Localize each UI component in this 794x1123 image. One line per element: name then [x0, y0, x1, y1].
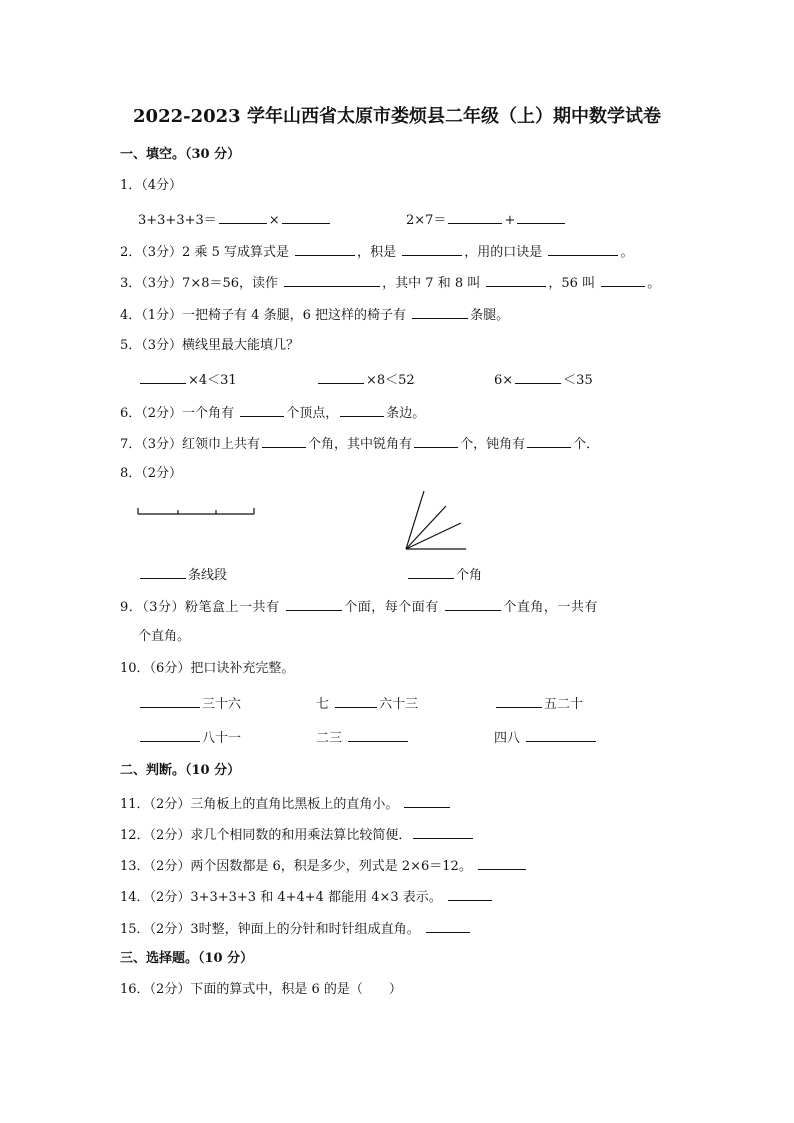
- answer-blank[interactable]: [478, 857, 526, 870]
- answer-blank[interactable]: [282, 211, 330, 224]
- question-10-item: 八十一: [138, 729, 241, 747]
- question-15: 15．（2分）3时整，钟面上的分针和时针组成直角。: [120, 920, 472, 938]
- answer-blank[interactable]: [140, 695, 200, 708]
- question-10-head: 10．（6分）把口诀补充完整。: [120, 661, 295, 676]
- question-8-part-b: 个角: [406, 566, 482, 584]
- answer-blank[interactable]: [140, 371, 186, 384]
- answer-blank[interactable]: [486, 274, 546, 287]
- answer-blank[interactable]: [295, 243, 355, 256]
- answer-blank[interactable]: [140, 566, 186, 579]
- answer-blank[interactable]: [548, 243, 618, 256]
- question-9-line1: 9．（3分）粉笔盒上一共有 个面，每个面有 个直角，一共有: [120, 600, 598, 615]
- question-10-item: 三十六: [138, 695, 241, 713]
- question-3: 3．（3分）7×8＝56，读作 ，其中 7 和 8 叫 ，56 叫 。: [120, 276, 661, 291]
- question-8-part-a: 条线段: [138, 566, 227, 584]
- answer-blank[interactable]: [219, 211, 267, 224]
- answer-blank[interactable]: [527, 435, 571, 448]
- answer-blank[interactable]: [340, 404, 384, 417]
- answer-blank[interactable]: [413, 826, 473, 839]
- question-5-part-c: 6× ＜35: [494, 373, 593, 388]
- section-heading-fill: 一、填空。（30 分）: [120, 147, 241, 162]
- question-5-part-a: ×4＜31: [138, 371, 237, 389]
- section-heading-choice: 三、选择题。（10 分）: [120, 951, 254, 966]
- answer-blank[interactable]: [445, 598, 501, 611]
- angle-figure: [398, 486, 470, 556]
- answer-blank[interactable]: [426, 920, 470, 933]
- section-heading-judge: 二、判断。（10 分）: [120, 763, 241, 778]
- answer-blank[interactable]: [402, 243, 462, 256]
- answer-blank[interactable]: [286, 598, 342, 611]
- question-14: 14．（2分）3+3+3+3 和 4+4+4 都能用 4×3 表示。: [120, 888, 494, 906]
- question-11: 11．（2分）三角板上的直角比黑板上的直角小。: [120, 795, 452, 813]
- question-10-item: 七 六十三: [316, 697, 419, 712]
- answer-blank[interactable]: [448, 888, 492, 901]
- answer-blank[interactable]: [412, 306, 468, 319]
- answer-blank[interactable]: [515, 371, 561, 384]
- question-9-line2: 个直角。: [138, 629, 191, 644]
- question-2: 2．（3分）2 乘 5 写成算式是 ，积是 ，用的口诀是 。: [120, 245, 634, 260]
- answer-blank[interactable]: [335, 695, 377, 708]
- question-5-head: 5．（3分）横线里最大能填几？: [120, 338, 300, 353]
- answer-blank[interactable]: [526, 729, 596, 742]
- question-6: 6．（2分）一个角有 个顶点， 条边。: [120, 406, 426, 421]
- answer-blank[interactable]: [348, 729, 408, 742]
- answer-blank[interactable]: [240, 404, 284, 417]
- question-4: 4．（1分）一把椅子有 4 条腿，6 把这样的椅子有 条腿。: [120, 308, 510, 323]
- segment-figure: [136, 502, 258, 520]
- answer-blank[interactable]: [448, 211, 502, 224]
- question-12: 12．（2分）求几个相同数的和用乘法算比较简便．: [120, 826, 475, 844]
- question-5-part-b: ×8＜52: [316, 371, 415, 389]
- question-10-item: 四八: [494, 729, 598, 747]
- question-7: 7．（3分）红领巾上共有 个角，其中锐角有 个，钝角有 个．: [120, 437, 600, 452]
- answer-blank[interactable]: [414, 435, 458, 448]
- question-13: 13．（2分）两个因数都是 6，积是多少，列式是 2×6＝12。: [120, 857, 528, 875]
- answer-blank[interactable]: [408, 566, 454, 579]
- page-title: 2022-2023 学年山西省太原市娄烦县二年级（上）期中数学试卷: [133, 106, 661, 127]
- answer-blank[interactable]: [496, 695, 542, 708]
- answer-blank[interactable]: [601, 274, 645, 287]
- answer-blank[interactable]: [262, 435, 306, 448]
- answer-blank[interactable]: [318, 371, 364, 384]
- question-10-item: 五二十: [494, 695, 583, 713]
- question-16: 16．（2分）下面的算式中，积是 6 的是（ ）: [120, 982, 402, 997]
- question-10-item: 二三: [316, 729, 410, 747]
- answer-blank[interactable]: [284, 274, 380, 287]
- question-1-part-a: 3+3+3+3＝ ×: [138, 211, 332, 229]
- question-1-part-b: 2×7＝ +: [406, 211, 567, 229]
- answer-blank[interactable]: [517, 211, 565, 224]
- question-1-head: 1．（4分）: [120, 178, 183, 193]
- question-8-head: 8．（2分）: [120, 466, 183, 481]
- answer-blank[interactable]: [404, 795, 450, 808]
- answer-blank[interactable]: [140, 729, 200, 742]
